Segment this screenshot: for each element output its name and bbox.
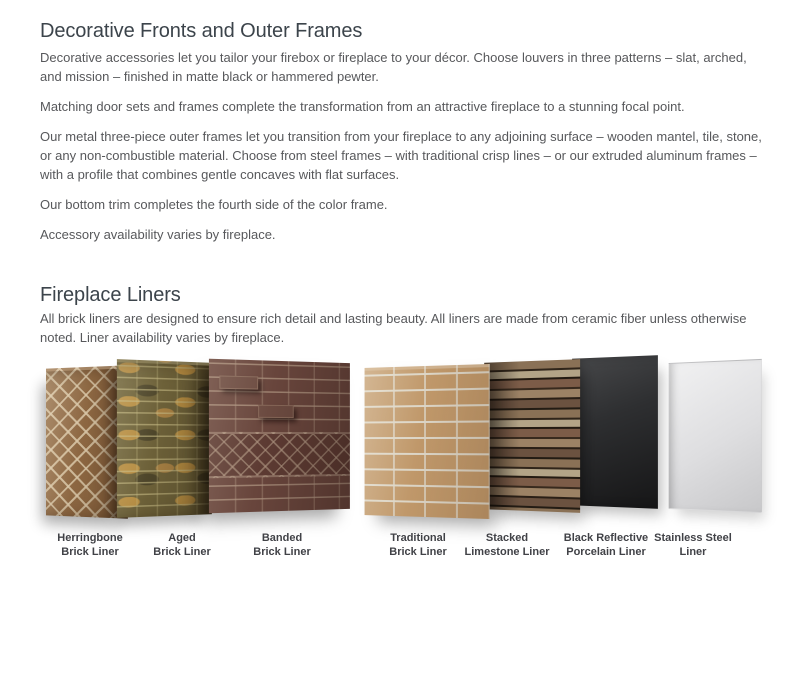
banded-lighting-overlay	[209, 359, 350, 514]
liner-label-line2: Brick Liner	[389, 546, 447, 558]
liner-panel-herringbone-brick	[46, 365, 128, 518]
liner-label-line2: Liner	[679, 546, 707, 558]
liner-label-line1: Banded	[261, 532, 303, 544]
liner-panel-traditional-brick	[365, 364, 490, 519]
liner-label-banded	[222, 531, 342, 559]
liners-section-heading: Fireplace Liners	[40, 284, 181, 306]
decorative-paragraph-3: Our metal three-piece outer frames let you transition from your fireplace to any adjoining surface – wooden mantel, tile, stone, or any non-combustible material. Choose from steel frames – with traditional crisp lines – or our extruded aluminum frames – with a profile that combines gentle concaves with flat surfaces.	[40, 129, 762, 182]
liner-panel-black-reflective-porcelain	[572, 355, 658, 509]
liner-panel-aged-brick	[117, 359, 212, 518]
decorative-paragraph-4: Our bottom trim completes the fourth side of the color frame.	[40, 197, 388, 212]
liner-label-line1: Black Reflective	[563, 532, 649, 544]
liner-label-line2: Brick Liner	[153, 546, 211, 558]
liner-gallery	[0, 349, 800, 579]
liner-panel-stacked-limestone	[484, 359, 580, 513]
liner-label-line2: Brick Liner	[61, 546, 119, 558]
liner-panel-banded-brick	[209, 359, 350, 514]
liner-label-line1: Stainless Steel	[654, 532, 732, 544]
liner-label-line1: Aged	[168, 532, 196, 544]
liner-label-line2: Porcelain Liner	[566, 546, 646, 558]
decorative-paragraph-5: Accessory availability varies by fireplace.	[40, 227, 276, 242]
liner-label-stainless-steel	[633, 531, 753, 559]
decorative-paragraph-1: Decorative accessories let you tailor your firebox or fireplace to your décor. Choose louvers in three patterns – slat, arched, and mission – finished in matte black or hammered pewter.	[40, 50, 747, 84]
liners-intro-paragraph: All brick liners are designed to ensure rich detail and lasting beauty. All liners are made from ceramic fiber unless otherwise noted. Liner availability varies by fireplace.	[40, 311, 747, 345]
liner-label-line1: Herringbone	[57, 532, 123, 544]
liner-label-line2: Limestone Liner	[464, 546, 550, 558]
liner-label-line2: Brick Liner	[253, 546, 311, 558]
decorative-section-heading: Decorative Fronts and Outer Frames	[40, 20, 363, 42]
liner-label-line1: Stacked	[485, 532, 529, 544]
decorative-paragraph-2: Matching door sets and frames complete the transformation from an attractive fireplace to a stunning focal point.	[40, 99, 685, 114]
liner-panel-stainless-steel	[669, 359, 762, 513]
liner-label-line1: Traditional	[390, 532, 446, 544]
